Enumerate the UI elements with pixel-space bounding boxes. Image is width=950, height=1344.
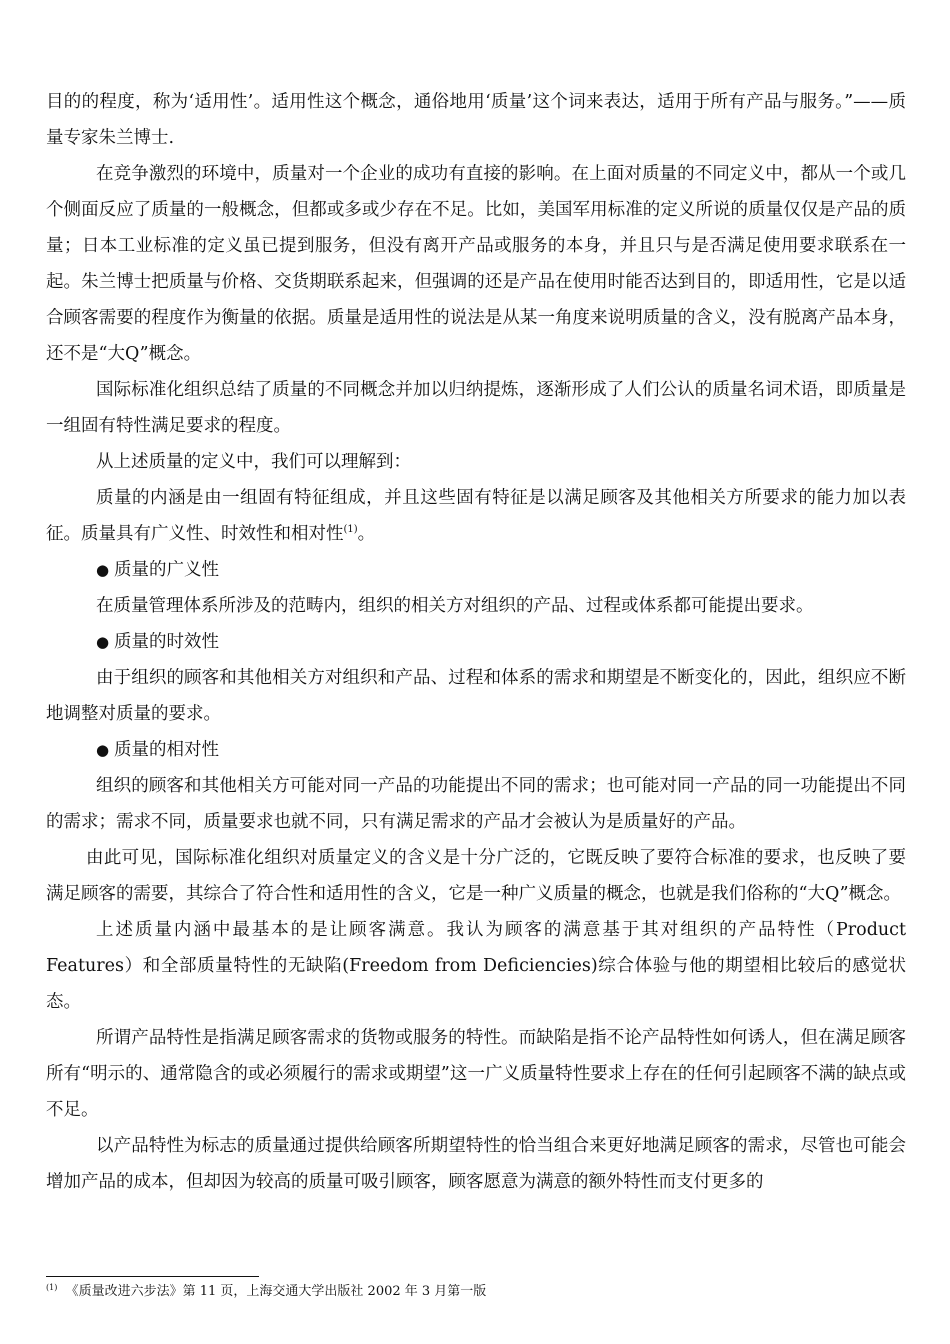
bullet-icon: ● — [96, 633, 110, 651]
paragraph-features: 所谓产品特性是指满足顾客需求的货物或服务的特性。而缺陷是指不论产品特性如何诱人，但在满足顾客所有“明示的、通常隐含的或必须履行的需求或期望”这一广义质量特性要求上存在的任何引起顾客不满的缺点或不足。 — [46, 1028, 906, 1120]
bullet-label: 质量的相对性 — [114, 740, 219, 760]
bullet-icon: ● — [96, 741, 110, 759]
paragraph-timeliness: 由于组织的顾客和其他相关方对组织和产品、过程和体系的需求和期望是不断变化的，因此，组织应不断地调整对质量的要求。 — [46, 668, 906, 724]
connotation-text: 质量的内涵是由一组固有特征组成，并且这些固有特征是以满足顾客及其他相关方所要求的能力加以表征。质量具有广义性、时效性和相对性 — [46, 488, 906, 544]
bullet-generality — [46, 552, 906, 588]
paragraph-relativity: 组织的顾客和其他相关方可能对同一产品的功能提出不同的需求；也可能对同一产品的同一功能提出不同的需求；需求不同，质量要求也就不同，只有满足需求的产品才会被认为是质量好的产品。 — [46, 776, 906, 832]
body-text — [46, 84, 906, 1200]
paragraph-competition: 在竞争激烈的环境中，质量对一个企业的成功有直接的影响。在上面对质量的不同定义中，都从一个或几个侧面反应了质量的一般概念，但都或多或少存在不足。比如，美国军用标准的定义所说的质量仅仅是产品的质量；日本工业标准的定义虽已提到服务，但没有离开产品或服务的本身，并且只与是否满足使用要求联系在一起。朱兰博士把质量与价格、交货期联系起来，但强调的还是产品在使用时能否达到目的，即适用性，它是以适合顾客需要的程度作为衡量的依据。质量是适用性的说法是从某一角度来说明质量的含义，没有脱离产品本身，还不是“大Q”概念。 — [46, 164, 906, 364]
bullet-timeliness — [46, 624, 906, 660]
footnote-marker: (1) — [46, 1283, 58, 1292]
paragraph-cost: 以产品特性为标志的质量通过提供给顾客所期望特性的恰当组合来更好地满足顾客的需求，尽管也可能会增加产品的成本，但却因为较高的质量可吸引顾客，顾客愿意为满意的额外特性而支付更多的 — [46, 1136, 906, 1192]
bullet-label: 质量的广义性 — [114, 560, 219, 580]
bullet-icon: ● — [96, 561, 110, 579]
paragraph-connotation — [46, 480, 906, 552]
paragraph-satisfaction: 上述质量内涵中最基本的是让顾客满意。我认为顾客的满意基于其对组织的产品特性（Product Features）和全部质量特性的无缺陷(Freedom from Deficiencies)综合体验与他的期望相比较后的感觉状态。 — [46, 920, 906, 1012]
paragraph-quote-end: 目的的程度，称为‘适用性’。适用性这个概念，通俗地用‘质量’这个词来表达，适用于所有产品与服务。”——质量专家朱兰博士. — [46, 92, 906, 148]
paragraph-understanding: 从上述质量的定义中，我们可以理解到： — [96, 452, 411, 472]
bullet-relativity — [46, 732, 906, 768]
paragraph-generality: 在质量管理体系所涉及的范畴内，组织的相关方对组织的产品、过程或体系都可能提出要求。 — [96, 596, 814, 616]
footnote — [46, 1283, 486, 1301]
footnote-text: 《质量改进六步法》第 11 页，上海交通大学出版社 2002 年 3 月第一版 — [65, 1284, 487, 1299]
paragraph-conclusion: 由此可见，国际标准化组织对质量定义的含义是十分广泛的，它既反映了要符合标准的要求，也反映了要满足顾客的需要，其综合了符合性和适用性的含义，它是一种广义质量的概念，也就是我们俗称的“大Q”概念。 — [46, 848, 906, 904]
footnote-ref: (1) — [343, 524, 358, 535]
bullet-label: 质量的时效性 — [114, 632, 219, 652]
paragraph-iso: 国际标准化组织总结了质量的不同概念并加以归纳提炼，逐渐形成了人们公认的质量名词术语，即质量是一组固有特性满足要求的程度。 — [46, 380, 906, 436]
footnote-divider — [46, 1276, 259, 1277]
connotation-end: 。 — [357, 524, 376, 544]
